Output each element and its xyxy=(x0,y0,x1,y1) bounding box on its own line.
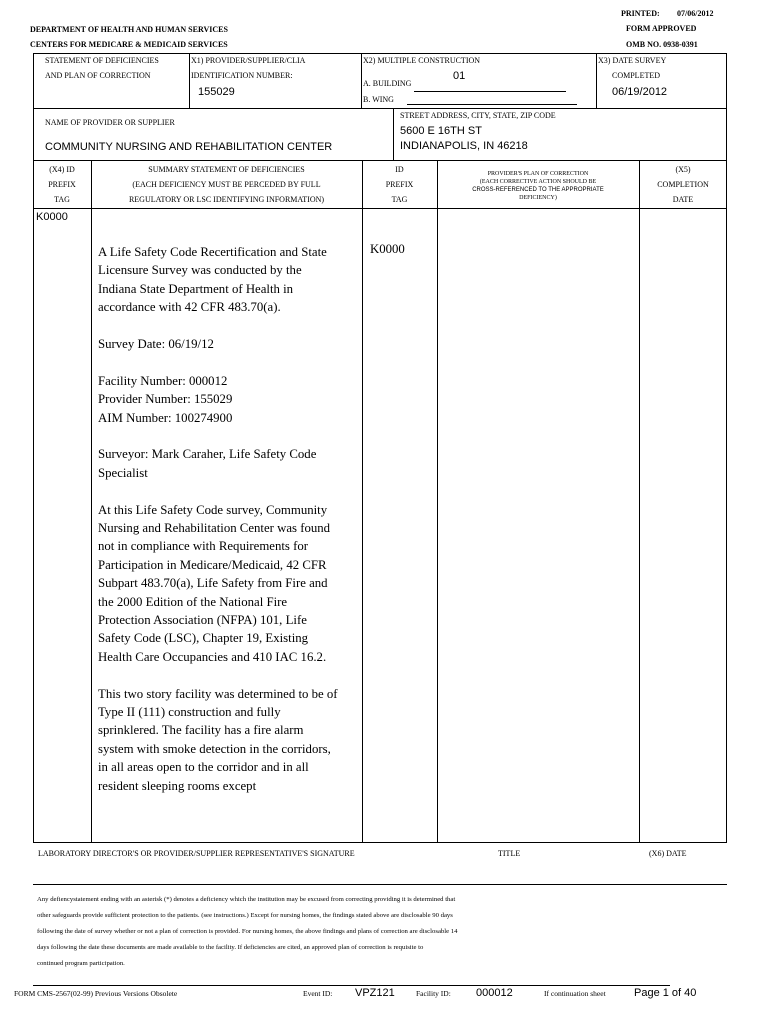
x4-header-1: (X4) ID xyxy=(49,165,75,174)
deficiency-summary-text xyxy=(98,243,338,814)
disclaimer-line-1: Any defiencystatement ending with an asterisk (*) denotes a deficiency which the institution may be excused from correcting providing it is determined that xyxy=(37,896,456,903)
statement-label-1: STATEMENT OF DEFICIENCIES xyxy=(45,56,159,65)
summary-header-2: (EACH DEFICIENCY MUST BE PERCEDED BY FULL xyxy=(132,180,321,189)
disclaimer-line-5: continued program participation. xyxy=(37,960,125,967)
paragraph-surveyor: Surveyor: Mark Caraher, Life Safety Code Specialist xyxy=(98,447,317,480)
page-number: Page 1 of 40 xyxy=(634,987,697,999)
facility-id: 000012 xyxy=(476,987,513,999)
paragraph-facility-ids: Facility Number: 000012 Provider Number: 155029 AIM Number: 100274900 xyxy=(98,373,233,425)
paragraph-compliance: At this Life Safety Code survey, Community Nursing and Rehabilitation Center was found not in compliance with Requirements for Participation in Medicare/Medicaid, 42 CFR Subpart 483.70(a), Life Safety from Fire and the 2000 Edition of the National Fire Protection Association (NFPA) 101, Life Safety Code (LSC), Chapter 19, Existing Health Care Occupancies and 410 IAC 16.2. xyxy=(98,502,331,664)
facility-id-label: Facility ID: xyxy=(416,989,451,998)
provider-name: COMMUNITY NURSING AND REHABILITATION CENTER xyxy=(45,141,333,153)
prefix-tag: K0000 xyxy=(36,211,68,223)
statement-label-2: AND PLAN OF CORRECTION xyxy=(45,71,151,80)
x2-label: X2) MULTIPLE CONSTRUCTION xyxy=(363,56,481,65)
survey-date: 06/19/2012 xyxy=(612,86,668,98)
x1-label-2: IDENTIFICATION NUMBER: xyxy=(191,71,293,80)
x6-date-label: (X6) DATE xyxy=(649,849,687,858)
department-title: DEPARTMENT OF HEALTH AND HUMAN SERVICES xyxy=(30,25,228,34)
id-header-3: TAG xyxy=(391,195,408,204)
building-value: 01 xyxy=(453,70,466,82)
paragraph-survey-intro: A Life Safety Code Recertification and State Licensure Survey was conducted by the Indiana State Department of Health in accordance with 42 CFR 483.70(a). xyxy=(98,245,327,315)
provider-box xyxy=(33,108,727,161)
x5-header-2: COMPLETION xyxy=(657,180,709,189)
provider-name-label: NAME OF PROVIDER OR SUPPLIER xyxy=(45,118,175,127)
x5-header-3: DATE xyxy=(672,195,694,204)
disclaimer-line-4: days following the date these documents are made available to the facility. If deficiencies are cited, an approved plan of correction is requisite to xyxy=(37,944,424,951)
wing-label: B. WING xyxy=(363,95,394,104)
continuation-label: If continuation sheet xyxy=(544,989,606,998)
plan-header-4: DEFICIENCY) xyxy=(519,195,557,201)
paragraph-construction: This two story facility was determined to be of Type II (111) construction and fully sprinklered. The facility has a fire alarm system with smoke detection in the corridors, in all areas open to the corridor and in all resident sleeping rooms except xyxy=(98,686,338,793)
plan-header-3: CROSS-REFERENCED TO THE APPROPRIATE xyxy=(472,187,604,193)
summary-header-1: SUMMARY STATEMENT OF DEFICIENCIES xyxy=(148,165,305,174)
omb-number: OMB NO. 0938-0391 xyxy=(626,40,698,49)
paragraph-survey-date: Survey Date: 06/19/12 xyxy=(98,337,214,352)
printed-date: 07/06/2012 xyxy=(677,9,714,18)
building-label: A. BUILDING xyxy=(363,79,412,88)
form-number: FORM CMS-2567(02-99) Previous Versions Obsolete xyxy=(14,989,178,998)
x4-header-3: TAG xyxy=(54,195,70,204)
centers-title: CENTERS FOR MEDICARE & MEDICAID SERVICES xyxy=(30,40,228,49)
provider-number: 155029 xyxy=(198,86,235,98)
plan-header-1: PROVIDER'S PLAN OF CORRECTION xyxy=(487,171,589,177)
printed-label: PRINTED: xyxy=(621,9,660,18)
address-label: STREET ADDRESS, CITY, STATE, ZIP CODE xyxy=(400,111,556,120)
event-id-label: Event ID: xyxy=(303,989,333,998)
id-prefix-tag: K0000 xyxy=(370,242,405,256)
x4-header-2: PREFIX xyxy=(48,180,76,189)
summary-header-3: REGULATORY OR LSC IDENTIFYING INFORMATION) xyxy=(128,195,325,204)
x3-label-1: X3) DATE SURVEY xyxy=(598,56,667,65)
id-header-1: ID xyxy=(395,165,404,174)
x1-label-1: X1) PROVIDER/SUPPLIER/CLIA xyxy=(191,56,306,65)
x3-label-2: COMPLETED xyxy=(612,71,660,80)
director-signature-label: LABORATORY DIRECTOR'S OR PROVIDER/SUPPLIER REPRESENTATIVE'S SIGNATURE xyxy=(38,849,355,858)
title-label: TITLE xyxy=(498,849,521,858)
disclaimer-line-3: following the date of survey whether or not a plan of correction is provided. For nursing homes, the above findings and plans of correction are disclosable 14 xyxy=(37,928,458,935)
address-line-1: 5600 E 16TH ST xyxy=(400,125,482,137)
event-id: VPZ121 xyxy=(355,987,395,999)
id-header-2: PREFIX xyxy=(385,180,414,189)
plan-header-2: (EACH CORRECTIVE ACTION SHOULD BE xyxy=(479,179,597,185)
form-approved: FORM APPROVED xyxy=(626,24,697,33)
disclaimer-line-2: other safeguards provide sufficient protection to the patients. (see instructions.) Except for nursing homes, the findings stated above are disclosable 90 days xyxy=(37,912,453,919)
address-line-2: INDIANAPOLIS, IN 46218 xyxy=(400,140,528,152)
x5-header-1: (X5) xyxy=(675,165,691,174)
